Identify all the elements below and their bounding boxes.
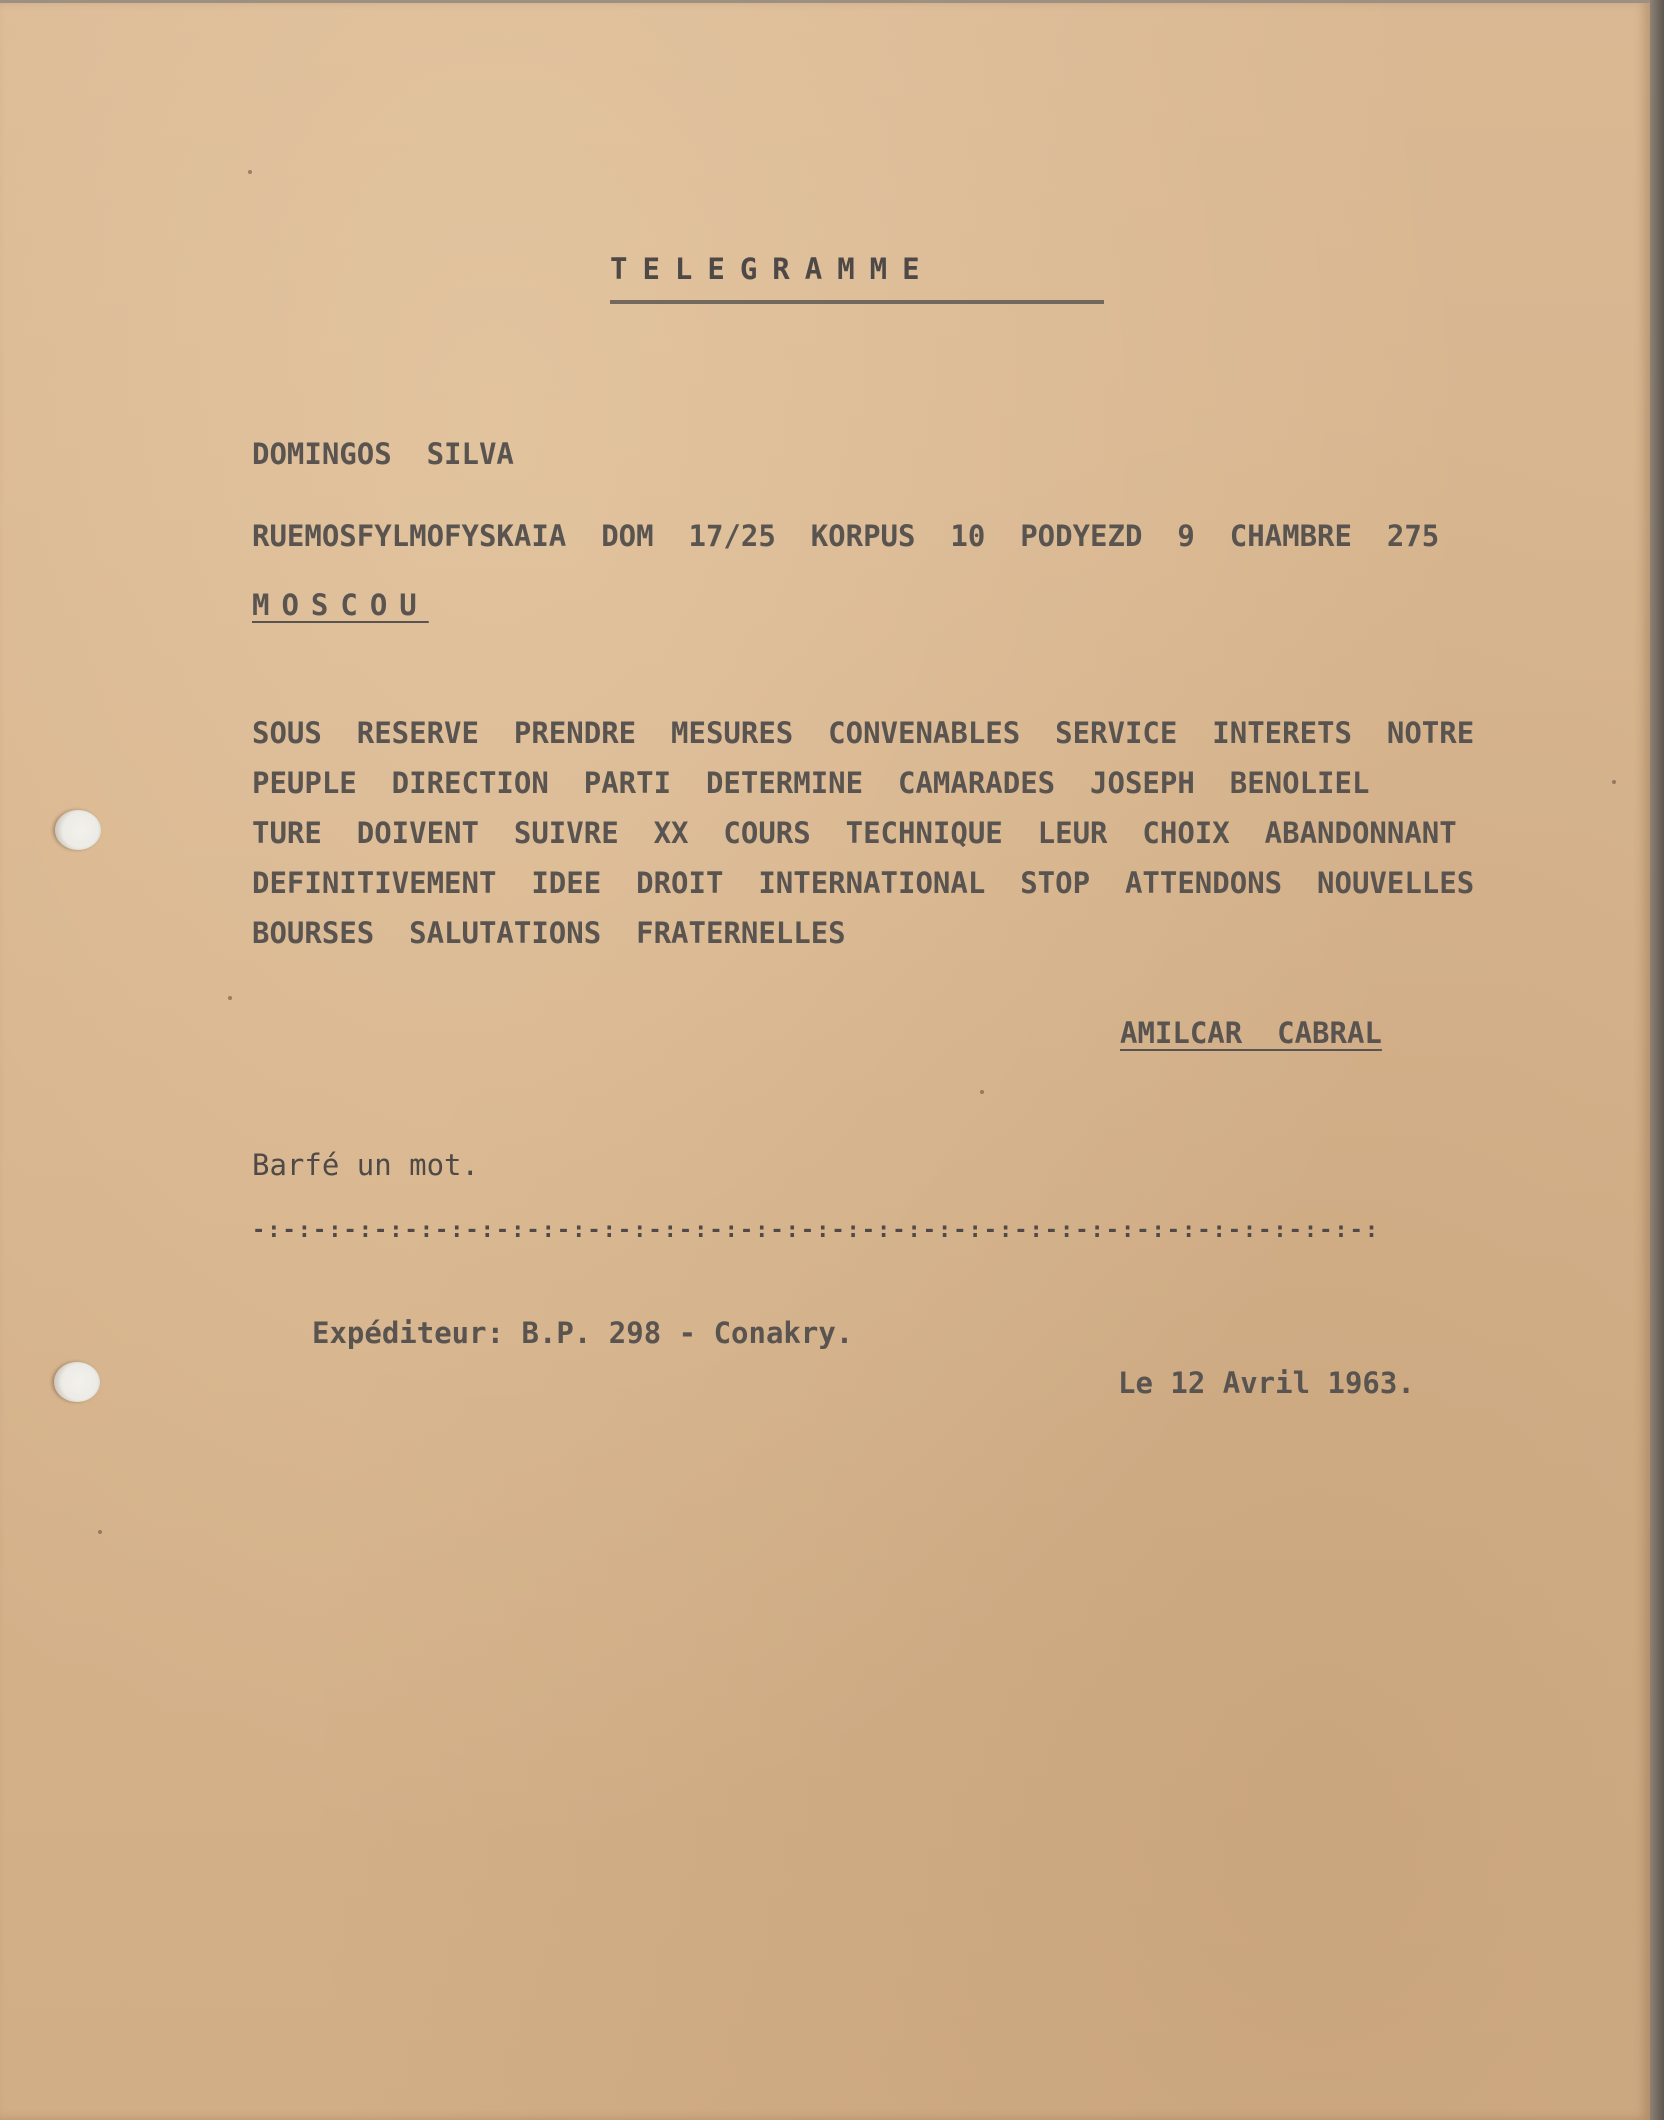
paper-fleck [1612, 780, 1616, 784]
telegram-title: TELEGRAMME [610, 252, 935, 286]
signature: AMILCAR CABRAL [1120, 1016, 1382, 1050]
punch-hole-bottom [54, 1362, 100, 1402]
page-right-edge [1650, 0, 1664, 2120]
message-line-1: SOUS RESERVE PRENDRE MESURES CONVENABLES SERVICE INTERETS NOTRE [252, 716, 1475, 750]
punch-hole-top [55, 810, 101, 850]
sender-line: Expéditeur: B.P. 298 - Conakry. [312, 1316, 854, 1350]
page-top-edge [0, 0, 1650, 3]
paper-fleck [228, 996, 232, 1000]
date-line: Le 12 Avril 1963. [1118, 1366, 1415, 1400]
title-underline [610, 300, 1104, 304]
paper-fleck [248, 170, 252, 174]
paper-fleck [98, 1530, 102, 1534]
message-line-5: BOURSES SALUTATIONS FRATERNELLES [252, 916, 846, 950]
recipient-address: RUEMOSFYLMOFYSKAIA DOM 17/25 KORPUS 10 PODYEZD 9 CHAMBRE 275 [252, 519, 1440, 553]
message-line-3: TURE DOIVENT SUIVRE XX COURS TECHNIQUE LEUR CHOIX ABANDONNANT [252, 816, 1457, 850]
message-line-4: DEFINITIVEMENT IDEE DROIT INTERNATIONAL STOP ATTENDONS NOUVELLES [252, 866, 1475, 900]
recipient-name: DOMINGOS SILVA [252, 437, 514, 471]
correction-note: Barfé un mot. [252, 1148, 479, 1182]
paper-fleck [980, 1090, 984, 1094]
recipient-city: MOSCOU [252, 588, 429, 622]
separator-line: -:-:-:-:-:-:-:-:-:-:-:-:-:-:-:-:-:-:-:-:-:-:-:-:-:-:-:-:-:-:-:-:-:-:-:-:-: [252, 1218, 1381, 1243]
message-line-2: PEUPLE DIRECTION PARTI DETERMINE CAMARADES JOSEPH BENOLIEL [252, 766, 1370, 800]
